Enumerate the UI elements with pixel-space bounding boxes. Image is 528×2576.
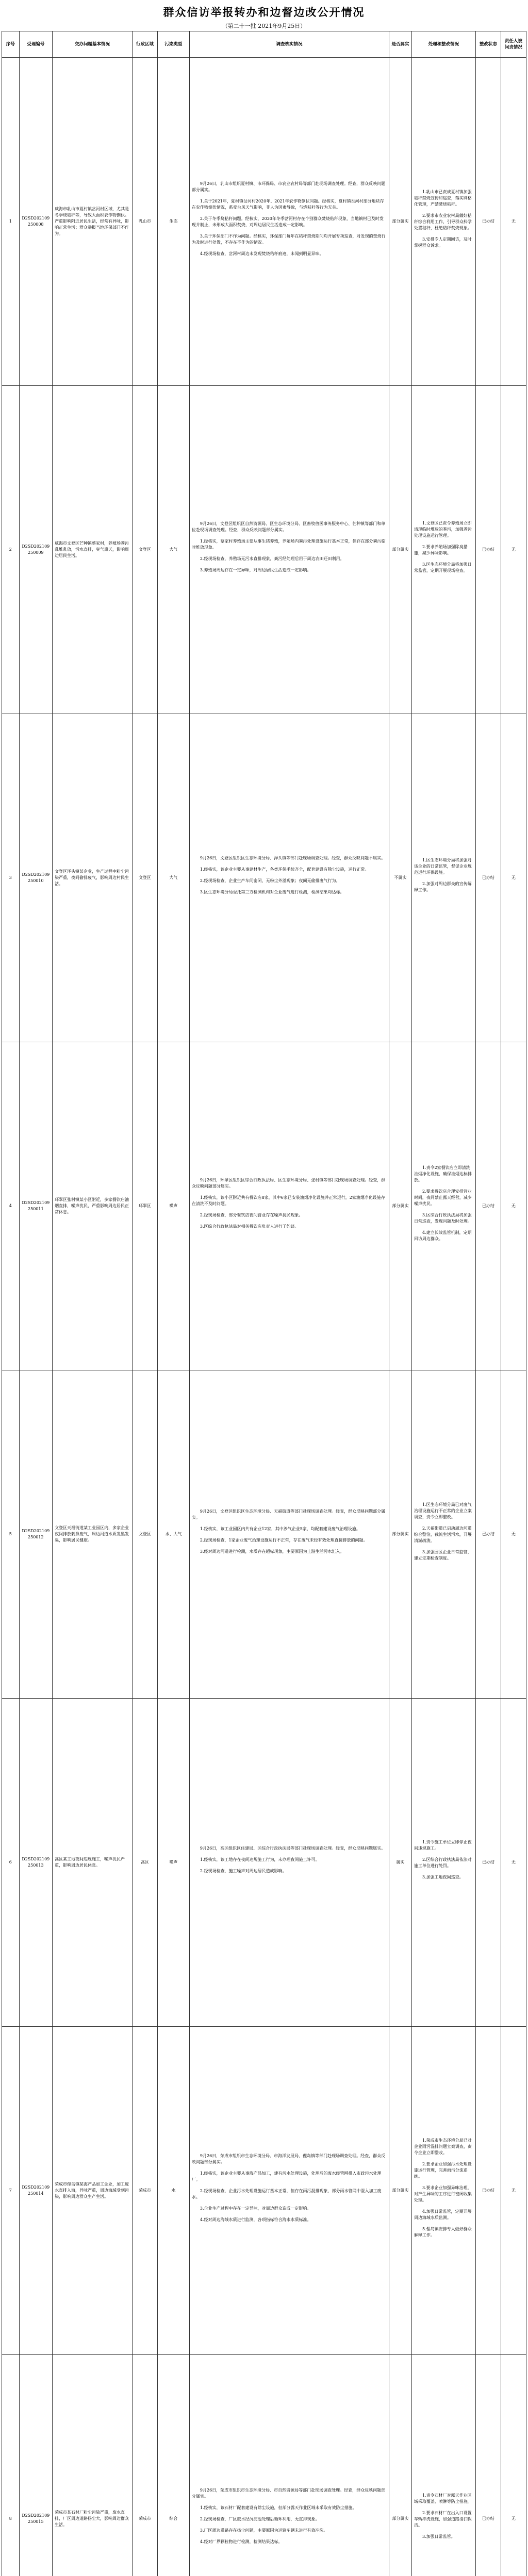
case-id-cell: D2SD202109250010	[19, 714, 53, 1042]
investigation-cell	[189, 1042, 389, 1370]
investigation-cell	[189, 2027, 389, 2355]
row-number-cell: 8	[2, 2355, 20, 2576]
handling-cell-paragraph: 2.要求市农业农村局做好秸秆综合利用工作，引导群众科学处置秸秆，杜绝秸秆焚烧现象。	[414, 213, 472, 230]
issue-cell: 环翠区张村镇某小区附近，多家餐饮店油烟直排，噪声扰民，严重影响周边居民正常休息。	[53, 1042, 133, 1370]
status-cell: 已办结	[475, 714, 501, 1042]
investigation-cell-paragraph: 3.厂区周边道路存在扬尘问题，主要原因为运输车辆未进行有效冲洗。	[200, 2528, 328, 2533]
area-cell: 高区	[132, 1699, 157, 2027]
column-header: 行政区域	[132, 31, 157, 58]
verdict-cell: 部分属实	[389, 386, 412, 714]
handling-cell-paragraph: 2.要求餐饮店合理安排营业时间，夜间禁止露天经营，减少噪声扰民。	[414, 1189, 472, 1206]
table-row	[2, 714, 526, 1042]
handling-cell	[411, 1370, 475, 1699]
accountability-cell: 无	[501, 1370, 526, 1699]
status-cell: 已办结	[475, 2027, 501, 2355]
row-number-cell: 6	[2, 1699, 20, 2027]
verdict-cell: 不属实	[389, 714, 412, 1042]
handling-cell	[411, 58, 475, 386]
investigation-cell-paragraph: 1.经核实，该企业主要从事海产品加工，建有污水处理设施，处理后的废水经管网排入市政污水处理厂。	[191, 2171, 382, 2182]
investigation-cell-paragraph: 9月26日，文登区组织区生态环境分局、泽头镇等部门赴现场调查处理。经查，群众反映问题不属实。	[200, 856, 386, 860]
investigation-cell-paragraph: 4.经现场检查，岔河村周边未发现焚烧秸秆痕迹，未闻到明显异味。	[200, 251, 324, 256]
verdict-cell: 部分属实	[389, 1042, 412, 1370]
column-header: 整改状态	[475, 31, 501, 58]
handling-cell-paragraph: 1.区生态环境分局将加强对该企业的日常监管，督促企业规范运行环保设施。	[414, 858, 472, 875]
investigation-cell-paragraph: 2.关于冬季烧秸秆问题。经核实，2020年冬季岔河村存在个别群众焚烧秸秆现象，当地镇村已及时发现并制止，未形成大面积焚烧，对周边居民生活造成一定影响。	[191, 216, 384, 227]
column-header: 责任人被问责情况	[501, 31, 526, 58]
handling-cell	[411, 714, 475, 1042]
accountability-cell: 无	[501, 58, 526, 386]
case-id-cell: D2SD202109250015	[19, 2355, 53, 2576]
issue-cell: 荣成市俚岛镇某海产品加工企业，加工废水直排入海，异味严重，周边海域受到污染，影响周边群众生产生活。	[53, 2027, 133, 2355]
status-cell: 已办结	[475, 2355, 501, 2576]
pollution-type-cell: 大气	[157, 714, 189, 1042]
accountability-cell: 无	[501, 1699, 526, 2027]
verdict-cell: 部分属实	[389, 58, 412, 386]
investigation-cell-paragraph: 2.经现场检查，1家企业废气治理设施运行不正常，存在废气未经有效处理直接排放的问题。	[200, 1538, 368, 1543]
page-subtitle: （第二十一批 2021年9月25日）	[222, 23, 306, 29]
table-row	[2, 2027, 526, 2355]
investigation-cell-paragraph: 2.经现场检查，厂区废水经沉淀池处理后循环利用，无直排现象。	[200, 2517, 320, 2521]
handling-cell-paragraph: 1.责令施工单位立即停止夜间违规施工。	[414, 1840, 472, 1851]
investigation-cell-paragraph: 3.区综合行政执法局对相关餐饮店负责人进行了约谈。	[200, 1224, 299, 1229]
investigation-cell-paragraph: 3.区生态环境分局委托第三方检测机构对企业废气进行检测，检测结果均达标。	[200, 890, 344, 894]
handling-cell-paragraph: 1.责令石材厂对露天作业区域采取覆盖、喷淋等防尘措施。	[414, 2493, 472, 2504]
handling-cell-paragraph: 2.要求养殖场加强除臭措施，减少异味影响。	[414, 545, 468, 555]
investigation-cell	[189, 58, 389, 386]
status-cell: 已办结	[475, 1699, 501, 2027]
handling-cell	[411, 1042, 475, 1370]
issue-cell: 高区某工地夜间违规施工，噪声扰民严重，影响周边居民休息。	[53, 1699, 133, 2027]
status-cell: 已办结	[475, 1370, 501, 1699]
area-cell: 荣成市	[132, 2027, 157, 2355]
pollution-type-cell: 水、大气	[157, 1370, 189, 1699]
handling-cell-paragraph: 5.俚岛镇安排专人做好群众解释工作。	[414, 2227, 472, 2238]
case-id-cell: D2SD202109250009	[19, 386, 53, 714]
area-cell: 乳山市	[132, 58, 157, 386]
issue-cell: 荣成市某石材厂粉尘污染严重，废水直排，厂区周边道路扬尘大，影响周边群众生活。	[53, 2355, 133, 2576]
row-number-cell: 4	[2, 1042, 20, 1370]
column-header: 交办问题基本情况	[53, 31, 133, 58]
accountability-cell: 无	[501, 2355, 526, 2576]
accountability-cell: 无	[501, 386, 526, 714]
investigation-cell-paragraph: 9月26日，乳山市组织夏村镇、市环保局、市农业农村局等部门赴现场调查处理。经查，群众反映问题部分属实。	[191, 181, 386, 192]
status-cell: 已办结	[475, 386, 501, 714]
handling-cell-paragraph: 2.要求企业加强污水处理设施运行管理，完善雨污分流系统。	[414, 2162, 472, 2179]
investigation-cell	[189, 1370, 389, 1699]
area-cell: 文登区	[132, 1370, 157, 1699]
column-header: 受理编号	[19, 31, 53, 58]
area-cell: 环翠区	[132, 1042, 157, 1370]
handling-cell-paragraph: 2.加强对周边群众的宣传解释工作。	[414, 882, 472, 892]
investigation-cell-paragraph: 1.经核实，该工地存在夜间违规施工行为，未办理夜间施工许可。	[200, 1857, 320, 1862]
investigation-cell-paragraph: 9月26日，文登区组织区自然资源局、区生态环境分局、区畜牧兽医事务服务中心、芒种镇等部门和单位赴现场调查处理。经查，群众反映问题部分属实。	[191, 521, 386, 532]
row-number-cell: 2	[2, 386, 20, 714]
table-row	[2, 2355, 526, 2576]
issue-cell: 文登区泽头镇某企业，生产过程中粉尘污染严重，夜间偷排废气，影响周边村民生活。	[53, 714, 133, 1042]
status-cell: 已办结	[475, 58, 501, 386]
area-cell: 文登区	[132, 714, 157, 1042]
investigation-cell-paragraph: 3.经对周边河道进行检测，水质存在超标现象，主要原因为上游生活污水汇入。	[200, 1549, 344, 1554]
verdict-cell: 部分属实	[389, 1370, 412, 1699]
case-id-cell: D2SD202109250011	[19, 1042, 53, 1370]
handling-cell	[411, 386, 475, 714]
table-row	[2, 386, 526, 714]
investigation-cell-paragraph: 9月26日，文登区组织区生态环境分局、天福街道等部门赴现场调查处理。经查，群众反映问题部分属实。	[191, 1509, 386, 1520]
investigation-cell	[189, 1699, 389, 2027]
case-id-cell: D2SD202109250014	[19, 2027, 53, 2355]
handling-cell-paragraph: 3.安排专人定期回访，及时掌握群众诉求。	[414, 237, 472, 248]
pollution-type-cell: 大气	[157, 386, 189, 714]
pollution-type-cell: 噪声	[157, 1042, 189, 1370]
column-header: 污染类型	[157, 31, 189, 58]
investigation-cell-paragraph: 2.经现场检查，企业生产车间密闭，无粉尘外溢现象；夜间无偷排废气行为。	[200, 878, 340, 883]
investigation-cell-paragraph: 1.经核实，该石材厂配套建设有除尘设施，但部分露天作业区域未采取有效防尘措施。	[200, 2505, 357, 2510]
petition-table	[2, 31, 526, 2576]
verdict-cell: 部分属实	[389, 2355, 412, 2576]
investigation-cell-paragraph: 1.经核实，该企业主要从事建材生产，各类环保手续齐全，配套建设有除尘设施，运行正常。	[200, 867, 369, 872]
table-row	[2, 1042, 526, 1370]
investigation-cell-paragraph: 9月26日，荣成市组织市生态环境分局、市自然资源局等部门赴现场调查处理。经查，群众反映问题部分属实。	[191, 2488, 386, 2499]
table-row	[2, 58, 526, 386]
issue-cell: 威海市文登区芒种镇蔡家村，养殖场粪污乱堆乱放，污水直排，臭气熏天，影响周边居民生活。	[53, 386, 133, 714]
table-row	[2, 1699, 526, 2027]
table-row	[2, 1370, 526, 1699]
investigation-cell-paragraph: 3.养殖场周边存在一定异味，对周边居民生活造成一定影响。	[200, 568, 311, 572]
investigation-cell	[189, 714, 389, 1042]
issue-cell: 威海市乳山市夏村镇岔河村区域，尤其是冬季烧秸秆等，导致大面积农作物倒伏。严重影响附近居民生活，经常有异味，影响正常生活；群众举报当地环保部门不作为。	[53, 58, 133, 386]
area-cell: 文登区	[132, 386, 157, 714]
handling-cell-paragraph: 1.区生态环境分局已对废气治理设施运行不正常的企业立案调查，责令立即整改。	[414, 1502, 472, 1519]
investigation-cell-paragraph: 9月26日，荣成市组织市生态环境分局、市海洋发展局、俚岛镇等部门赴现场调查处理。经查，群众反映问题部分属实。	[191, 2154, 386, 2164]
row-number-cell: 5	[2, 1370, 20, 1699]
handling-cell-paragraph: 1.荣成市生态环境分局已对企业雨污混排问题立案调查，责令企业立即整改。	[414, 2138, 472, 2155]
column-header: 调查核实情况	[189, 31, 389, 58]
column-header: 是否属实	[389, 31, 412, 58]
handling-cell-paragraph: 1.文登区已责令养殖场立即清理临时堆放的粪污，加强粪污处理设施运行管理。	[414, 521, 472, 538]
handling-cell-paragraph: 3.要求企业加强异味治理，对产生异味的工序进行密闭收集处理。	[414, 2185, 472, 2202]
handling-cell	[411, 2355, 475, 2576]
column-header: 处理和整改情况	[411, 31, 475, 58]
case-id-cell: D2SD202109250013	[19, 1699, 53, 2027]
issue-cell: 文登区天福街道某工业园区内，多家企业夜间排放刺鼻废气，周边河道水质发黑发臭，影响居民健康。	[53, 1370, 133, 1699]
investigation-cell-paragraph: 2.经现场检查，养殖场无污水直排现象，粪污经处理后用于周边农田还田利用。	[200, 556, 344, 561]
investigation-cell-paragraph: 3.关于环保部门不作为问题。经核实，环保部门每年在秸秆禁烧期间均开展专项巡查，对发现的焚烧行为及时进行处置，不存在不作为的情况。	[191, 234, 386, 245]
investigation-cell-paragraph: 1.关于2021年，夏村镇岔河村2020年、2021年农作物倒伏问题。经核实，夏村镇岔河村部分地块存在农作物倒伏情况，系受台风天气影响，非人为因素导致，与烧秸秆等行为无关。	[191, 199, 384, 210]
case-id-cell: D2SD202109250012	[19, 1370, 53, 1699]
area-cell: 荣成市	[132, 2355, 157, 2576]
pollution-type-cell: 生态	[157, 58, 189, 386]
investigation-cell-paragraph: 1.经核实，蔡家村养殖场主要从事生猪养殖，养殖场内粪污处理设施运行基本正常，但存在部分粪污临时堆放现象。	[191, 539, 386, 550]
row-number-cell: 1	[2, 58, 20, 386]
row-number-cell: 3	[2, 714, 20, 1042]
handling-cell-paragraph: 4.建立长效监管机制，定期回访周边群众。	[414, 1230, 472, 1241]
status-cell: 已办结	[475, 1042, 501, 1370]
investigation-cell-paragraph: 3.企业生产过程中存在一定异味，对周边群众造成一定影响。	[200, 2206, 311, 2211]
handling-cell-paragraph: 4.加强日常监管，定期开展周边海域水质监测。	[414, 2209, 472, 2220]
verdict-cell: 部分属实	[389, 2027, 412, 2355]
investigation-cell-paragraph: 1.经核实，该小区附近共有餐饮店8家，其中6家已安装油烟净化设施并正常运行，2家油烟净化设施存在清洗不及时问题。	[191, 1195, 385, 1206]
investigation-cell-paragraph: 2.经现场检查，施工噪声对周边居民造成影响。	[200, 1869, 287, 1873]
page-title: 群众信访举报转办和边督边改公开情况	[163, 6, 365, 19]
investigation-cell-paragraph: 1.经核实，该工业园区内共有企业12家，其中涉气企业5家，均配套建设废气治理设施。	[200, 1527, 360, 1531]
accountability-cell: 无	[501, 2027, 526, 2355]
handling-cell-paragraph: 3.加强工地夜间巡查。	[422, 1875, 464, 1879]
investigation-cell	[189, 386, 389, 714]
pollution-type-cell: 综合	[157, 2355, 189, 2576]
handling-cell-paragraph: 3.加强日常监管。	[422, 2534, 455, 2539]
investigation-cell	[189, 2355, 389, 2576]
handling-cell-paragraph: 1.责令2家餐饮店立即清洗油烟净化设施，确保油烟达标排放。	[414, 1165, 472, 1182]
handling-cell-paragraph: 3.区综合行政执法局将加强日常巡查，发现问题及时处理。	[414, 1213, 472, 1224]
handling-cell	[411, 2027, 475, 2355]
handling-cell	[411, 1699, 475, 2027]
investigation-cell-paragraph: 4.经对厂界颗粒物进行检测，检测结果达标。	[200, 2539, 283, 2544]
handling-cell-paragraph: 2.区综合行政执法局依法对施工单位进行处罚。	[414, 1857, 472, 1868]
handling-cell-paragraph: 3.加强园区企业日常监管，建立定期检查制度。	[414, 1550, 472, 1561]
row-number-cell: 7	[2, 2027, 20, 2355]
handling-cell-paragraph: 1.乳山市已责成夏村镇加强秸秆禁烧宣传和巡查，落实网格化管理，严禁焚烧秸秆。	[414, 190, 472, 207]
investigation-cell-paragraph: 9月26日，高区组织区住建局、区综合行政执法局等部门赴现场调查处理。经查，群众反映问题属实。	[200, 1846, 386, 1851]
handling-cell-paragraph: 3.区生态环境分局将加强日常监管，定期开展现场检查。	[414, 562, 472, 573]
investigation-cell-paragraph: 2.经现场检查，部分餐饮店夜间营业存在噪声扰民现象。	[200, 1213, 303, 1217]
verdict-cell: 属实	[389, 1699, 412, 2027]
investigation-cell-paragraph: 4.经对周边海域水质进行监测，各项指标符合海水水质标准。	[200, 2217, 311, 2222]
pollution-type-cell: 噪声	[157, 1699, 189, 2027]
investigation-cell-paragraph: 2.经现场检查，企业污水处理设施运行基本正常，但存在雨污混排现象，部分雨水管网中混入加工废水。	[191, 2189, 382, 2199]
pollution-type-cell: 水	[157, 2027, 189, 2355]
handling-cell-paragraph: 2.要求石材厂在出入口设置车辆冲洗设施，加强道路清扫保洁。	[414, 2511, 472, 2528]
accountability-cell: 无	[501, 1042, 526, 1370]
handling-cell-paragraph: 2.天福街道已启动周边河道综合整治，截流生活污水，开展清淤疏浚。	[414, 1526, 472, 1543]
table-header-row	[2, 31, 526, 58]
case-id-cell: D2SD202109250008	[19, 58, 53, 386]
investigation-cell-paragraph: 9月26日，环翠区组织区综合行政执法局、区生态环境分局、张村镇等部门赴现场调查处理。经查，群众反映问题部分属实。	[191, 1178, 386, 1189]
column-header: 序号	[2, 31, 20, 58]
accountability-cell: 无	[501, 714, 526, 1042]
